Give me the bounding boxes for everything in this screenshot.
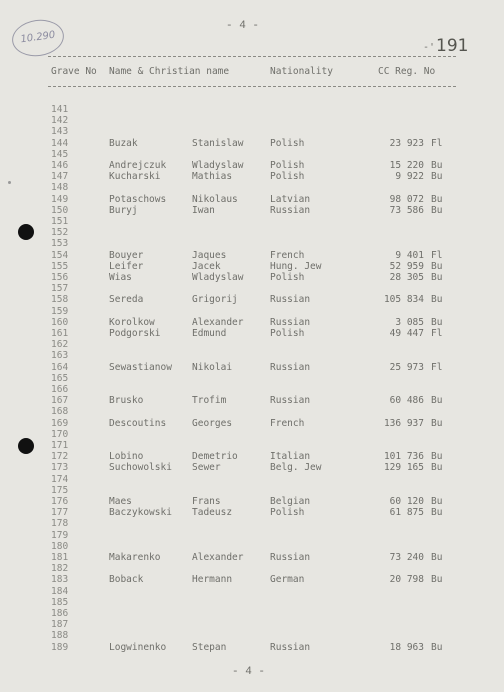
grave-number: 165 xyxy=(51,372,69,384)
table-row xyxy=(0,283,504,293)
christian-name: Trofim xyxy=(192,395,227,407)
camp-code: Bu xyxy=(431,462,443,474)
nationality: Belg. Jew xyxy=(270,462,322,474)
christian-name: Stanislaw xyxy=(192,137,244,149)
punch-hole-upper xyxy=(18,224,34,240)
nationality: Polish xyxy=(270,160,305,171)
cc-reg-number: 9 401 xyxy=(395,249,424,261)
nationality: Russian xyxy=(270,204,311,216)
cc-reg-number: 18 963 xyxy=(389,641,424,653)
camp-code: Bu xyxy=(431,552,443,563)
table-row xyxy=(0,608,504,618)
nationality: French xyxy=(270,417,305,429)
grave-number: 186 xyxy=(51,608,69,619)
surname: Podgorski xyxy=(109,328,161,339)
table-row xyxy=(0,541,504,551)
camp-code: Fl xyxy=(431,328,443,339)
grave-number: 151 xyxy=(51,216,69,227)
grave-number: 183 xyxy=(51,574,69,586)
table-row xyxy=(0,171,504,181)
table-row xyxy=(0,429,504,439)
table-row xyxy=(0,586,504,596)
table-row xyxy=(0,406,504,416)
nationality: Russian xyxy=(270,641,311,653)
camp-code: Bu xyxy=(431,193,443,205)
grave-number: 145 xyxy=(51,148,69,160)
table-row xyxy=(0,328,504,338)
surname: Kucharski xyxy=(109,171,161,183)
table-row xyxy=(0,552,504,562)
camp-code: Bu xyxy=(431,507,443,519)
table-row xyxy=(0,597,504,607)
grave-number: 143 xyxy=(51,126,69,138)
grave-number: 179 xyxy=(51,529,69,541)
grave-number: 188 xyxy=(51,630,69,642)
header-name: Name & Christian name xyxy=(109,66,230,77)
table-row xyxy=(0,630,504,640)
folio-tick: -' xyxy=(423,42,436,53)
camp-code: Bu xyxy=(431,574,443,586)
surname: Baczykowski xyxy=(109,507,172,519)
grave-number: 160 xyxy=(51,316,69,328)
table-row xyxy=(0,339,504,349)
christian-name: Mathias xyxy=(192,171,233,183)
table-row xyxy=(0,462,504,472)
table-row xyxy=(0,563,504,573)
grave-number: 178 xyxy=(51,518,69,530)
camp-code: Fl xyxy=(431,249,443,261)
table-row xyxy=(0,530,504,540)
table-row xyxy=(0,272,504,282)
camp-code: Bu xyxy=(431,294,443,306)
table-row xyxy=(0,373,504,383)
camp-code: Fl xyxy=(431,137,443,149)
grave-number: 148 xyxy=(51,182,69,194)
grave-number: 173 xyxy=(51,462,69,474)
surname: Brusko xyxy=(109,395,144,407)
surname: Bouyer xyxy=(109,249,144,261)
surname: Makarenko xyxy=(109,552,161,563)
grave-number: 169 xyxy=(51,417,69,429)
camp-code: Fl xyxy=(431,361,443,373)
cc-reg-number: 15 220 xyxy=(389,160,424,171)
surname: Buryj xyxy=(109,204,138,216)
christian-name: Edmund xyxy=(192,328,227,339)
christian-name: Stepan xyxy=(192,641,227,653)
margin-mark xyxy=(8,181,11,184)
folio-number: 191 xyxy=(436,36,469,56)
grave-number: 157 xyxy=(51,283,69,295)
cc-reg-number: 25 973 xyxy=(389,361,424,373)
grave-number: 150 xyxy=(51,204,69,216)
grave-number: 175 xyxy=(51,484,69,496)
camp-code: Bu xyxy=(431,260,443,272)
christian-name: Alexander xyxy=(192,316,244,328)
table-row xyxy=(0,619,504,629)
cc-reg-number: 98 072 xyxy=(389,193,424,205)
grave-number: 163 xyxy=(51,350,69,362)
surname: Suchowolski xyxy=(109,462,172,474)
table-row xyxy=(0,418,504,428)
table-row xyxy=(0,485,504,495)
nationality: Russian xyxy=(270,361,311,373)
table-row xyxy=(0,440,504,450)
header-grave-no: Grave No xyxy=(51,66,97,77)
camp-code: Bu xyxy=(431,171,443,183)
christian-name: Sewer xyxy=(192,462,221,474)
nationality: French xyxy=(270,249,305,261)
table-row xyxy=(0,160,504,170)
table-row xyxy=(0,642,504,652)
header-rule xyxy=(48,86,456,87)
surname: Logwinenko xyxy=(109,641,167,653)
christian-name: Jaques xyxy=(192,249,227,261)
cc-reg-number: 73 586 xyxy=(389,204,424,216)
grave-number: 166 xyxy=(51,384,69,395)
punch-hole-lower xyxy=(18,438,34,454)
table-row xyxy=(0,261,504,271)
table-row xyxy=(0,250,504,260)
christian-name: Wladyslaw xyxy=(192,272,244,283)
table-row xyxy=(0,115,504,125)
surname: Lobino xyxy=(109,451,144,463)
nationality: Polish xyxy=(270,137,305,149)
grave-number: 177 xyxy=(51,507,69,519)
grave-number: 164 xyxy=(51,361,69,373)
grave-number: 189 xyxy=(51,641,69,653)
christian-name: Frans xyxy=(192,496,221,507)
grave-number: 141 xyxy=(51,104,69,115)
surname: Andrejczuk xyxy=(109,160,167,171)
nationality: Polish xyxy=(270,272,305,283)
christian-name: Jacek xyxy=(192,260,221,272)
grave-number: 180 xyxy=(51,540,69,552)
grave-number: 152 xyxy=(51,227,69,239)
camp-code: Bu xyxy=(431,641,443,653)
christian-name: Nikolaus xyxy=(192,193,238,205)
nationality: Polish xyxy=(270,507,305,519)
table-row xyxy=(0,294,504,304)
christian-name: Demetrio xyxy=(192,451,238,463)
camp-code: Bu xyxy=(431,316,443,328)
christian-name: Iwan xyxy=(192,204,215,216)
christian-name: Nikolai xyxy=(192,361,233,373)
grave-number: 159 xyxy=(51,305,69,317)
christian-name: Alexander xyxy=(192,552,244,563)
cc-reg-number: 60 120 xyxy=(389,496,424,507)
table-row xyxy=(0,474,504,484)
cc-reg-number: 136 937 xyxy=(383,417,424,429)
table-row xyxy=(0,507,504,517)
table-row xyxy=(0,306,504,316)
grave-number: 156 xyxy=(51,272,69,283)
surname: Sewastianow xyxy=(109,361,172,373)
christian-name: Georges xyxy=(192,417,233,429)
cc-reg-number: 61 875 xyxy=(389,507,424,519)
table-row xyxy=(0,384,504,394)
camp-code: Bu xyxy=(431,395,443,407)
grave-number: 170 xyxy=(51,428,69,440)
cc-reg-number: 60 486 xyxy=(389,395,424,407)
grave-number: 142 xyxy=(51,115,69,127)
cc-reg-number: 105 834 xyxy=(383,294,424,306)
page-number-bottom: - 4 - xyxy=(232,666,266,678)
table-row xyxy=(0,362,504,372)
grave-number: 158 xyxy=(51,294,69,306)
grave-number: 154 xyxy=(51,249,69,261)
surname: Maes xyxy=(109,496,132,507)
nationality: Russian xyxy=(270,294,311,306)
header-nationality: Nationality xyxy=(270,66,333,77)
nationality: Russian xyxy=(270,316,311,328)
page-number-top: - 4 - xyxy=(226,20,260,32)
grave-number: 185 xyxy=(51,596,69,608)
nationality: Hung. Jew xyxy=(270,260,322,272)
nationality: Polish xyxy=(270,171,305,183)
cc-reg-number: 20 798 xyxy=(389,574,424,586)
camp-code: Bu xyxy=(431,417,443,429)
camp-code: Bu xyxy=(431,272,443,283)
grave-number: 182 xyxy=(51,563,69,575)
grave-number: 171 xyxy=(51,440,69,451)
cc-reg-number: 52 959 xyxy=(389,260,424,272)
table-row xyxy=(0,182,504,192)
camp-code: Bu xyxy=(431,451,443,463)
cc-reg-number: 28 305 xyxy=(389,272,424,283)
cc-reg-number: 101 736 xyxy=(383,451,424,463)
table-row xyxy=(0,216,504,226)
table-row xyxy=(0,138,504,148)
table-row xyxy=(0,149,504,159)
surname: Buzak xyxy=(109,137,138,149)
table-row xyxy=(0,126,504,136)
grave-number: 168 xyxy=(51,406,69,418)
cc-reg-number: 49 447 xyxy=(389,328,424,339)
nationality: German xyxy=(270,574,305,586)
archive-stamp: 10.290 xyxy=(10,17,67,60)
table-row xyxy=(0,395,504,405)
grave-number: 144 xyxy=(51,137,69,149)
table-row xyxy=(0,104,504,114)
top-rule xyxy=(48,56,456,57)
table-row xyxy=(0,238,504,248)
surname: Potaschows xyxy=(109,193,167,205)
camp-code: Bu xyxy=(431,496,443,507)
nationality: Belgian xyxy=(270,496,311,507)
camp-code: Bu xyxy=(431,204,443,216)
grave-number: 174 xyxy=(51,473,69,485)
christian-name: Grigorij xyxy=(192,294,238,306)
cc-reg-number: 3 085 xyxy=(395,316,424,328)
camp-code: Bu xyxy=(431,160,443,171)
table-row xyxy=(0,205,504,215)
table-row xyxy=(0,518,504,528)
cc-reg-number: 9 922 xyxy=(395,171,424,183)
grave-number: 184 xyxy=(51,585,69,597)
christian-name: Tadeusz xyxy=(192,507,233,519)
grave-number: 155 xyxy=(51,260,69,272)
header-cc-reg: CC Reg. No xyxy=(378,66,436,77)
grave-number: 161 xyxy=(51,328,69,339)
surname: Korolkow xyxy=(109,316,155,328)
table-row xyxy=(0,574,504,584)
nationality: Polish xyxy=(270,328,305,339)
table-row xyxy=(0,496,504,506)
grave-number: 147 xyxy=(51,171,69,183)
nationality: Latvian xyxy=(270,193,311,205)
grave-number: 187 xyxy=(51,619,69,631)
table-row xyxy=(0,227,504,237)
table-row xyxy=(0,451,504,461)
surname: Sereda xyxy=(109,294,144,306)
grave-number: 146 xyxy=(51,160,69,171)
grave-number: 162 xyxy=(51,339,69,351)
nationality: Russian xyxy=(270,552,311,563)
grave-number: 149 xyxy=(51,193,69,205)
nationality: Russian xyxy=(270,395,311,407)
grave-number: 153 xyxy=(51,238,69,250)
cc-reg-number: 73 240 xyxy=(389,552,424,563)
surname: Leifer xyxy=(109,260,144,272)
cc-reg-number: 23 923 xyxy=(389,137,424,149)
grave-number: 176 xyxy=(51,496,69,507)
grave-number: 167 xyxy=(51,395,69,407)
christian-name: Wladyslaw xyxy=(192,160,244,171)
table-row xyxy=(0,350,504,360)
surname: Wias xyxy=(109,272,132,283)
table-row xyxy=(0,317,504,327)
grave-number: 172 xyxy=(51,451,69,463)
cc-reg-number: 129 165 xyxy=(383,462,424,474)
table-row xyxy=(0,194,504,204)
christian-name: Hermann xyxy=(192,574,233,586)
surname: Boback xyxy=(109,574,144,586)
nationality: Italian xyxy=(270,451,311,463)
grave-number: 181 xyxy=(51,552,69,563)
surname: Descoutins xyxy=(109,417,167,429)
